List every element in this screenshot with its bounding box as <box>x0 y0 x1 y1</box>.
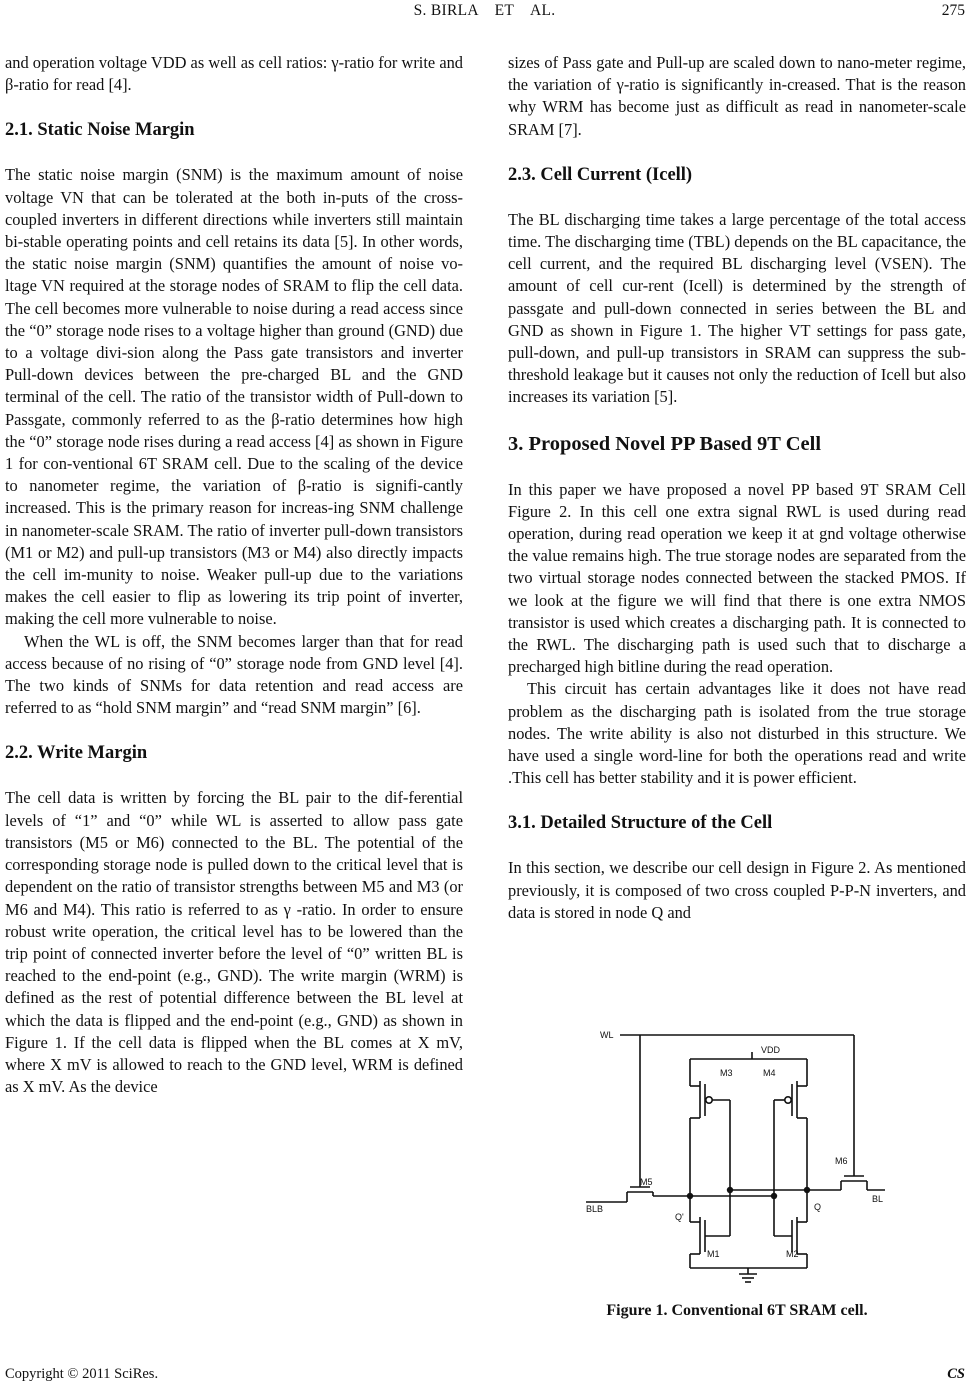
label-q-bar: Q' <box>675 1212 684 1222</box>
right-column <box>508 52 966 924</box>
paragraph-snm-2: When the WL is off, the SNM becomes larger than that for read access because of no rising of “0” storage node from GND level [4]. The two kinds of SNMs for data retention and read access are referred to as “hold SNM margin” and “read SNM margin” [6]. <box>5 631 463 718</box>
label-blb: BLB <box>586 1204 604 1214</box>
journal-code: CS <box>947 1366 965 1382</box>
page-number: 275 <box>941 2 965 19</box>
heading-section-3: 3. Proposed Novel PP Based 9T Cell <box>508 432 822 455</box>
heading-cell-current: 2.3. Cell Current (Icell) <box>508 164 693 185</box>
page-header <box>0 2 969 28</box>
paragraph-write-margin: The cell data is written by forcing the BL pair to the dif-ferential levels of “1” and “0” while WL is asserted to allow pass gate transistors (M5 or M6) connected to the BL. The potential of the corresponding storage node is pulled down to the critical level that is dependent on the ratio of transistor strengths between M5 and M3 (or M6 and M4). This ratio is referred to as γ -ratio. In order to ensure robust write operation, the critical level has to be lowered than the trip point of connected inverter before the level of “0” written BL is reached to the end-point (e.g., GND). The write margin (WRM) is defined as the rest of potential difference between the BL level at which the data is flipped and the end-point (e.g., GND) as shown in Figure 1. If the cell data is flipped when the BL comes at X mV, where X mV is allowed to reach to the GND level, WRM is defined as X mV. As the device <box>5 788 463 1097</box>
label-m2: M2 <box>786 1249 799 1259</box>
copyright-notice: Copyright © 2011 SciRes. <box>5 1366 159 1382</box>
label-m1: M1 <box>707 1249 720 1259</box>
heading-static-noise-margin: 2.1. Static Noise Margin <box>5 120 195 141</box>
label-vdd: VDD <box>761 1045 781 1055</box>
paragraph-section-3-a: In this paper we have proposed a novel PP based 9T SRAM Cell Figure 2. In this cell one extra signal RWL is used during read operation, during read operation we keep it at gnd voltage otherwise the value remains high. The true storage nodes are separated from the two virtual storage nodes connected between the stacked PMOS. If we look at the figure we will find that there is one extra NMOS transistor is used which creates a discharging path. It is connected to the RWL. The discharging path is used such that to discharge a precharged high bitline during the read operation. <box>508 479 966 677</box>
paragraph-intro-continued: and operation voltage VDD as well as cell ratios: γ-ratio for write and β-ratio for read [4]. <box>5 53 463 95</box>
label-m4: M4 <box>763 1068 776 1078</box>
running-title: S. BIRLA ET AL. <box>413 2 556 19</box>
paragraph-snm-1: The static noise margin (SNM) is the maximum amount of noise voltage VN that can be tolerated at the both in-puts of the cross-coupled inverters in different directions while inverters still maintain bi-stable operating points and cell retains its data [5]. In other words, the static noise margin (SNM) quantifies the amount of noise vo-ltage VN required at the storage nodes of SRAM to flip the cell data. The cell becomes more vulnerable to noise during a read access since the “0” storage node rises to a voltage higher than ground (GND) due to a voltage divi-sion along the Pass gate transistors and inverter Pull-down devices between the pre-charged BL and the GND terminal of the cell. The ratio of the transistor width of Pull-down to Passgate, commonly referred to as the β-ratio determines how high the “0” storage node rises during a read access [4] as shown in Figure 1 for con-ventional 6T SRAM cell. Due to the scaling of the device to nanometer regime, the variation of β-ratio is signifi-cantly increased. This is the primary reason for increas-ing SNM challenge in nanometer-scale SRAM. The ratio of inverter pull-down transistors (M1 or M2) and pull-up transistors (M3 or M4) also directly impacts the cell im-munity to noise. Weaker pull-up due to the variations makes the cell easier to flip as lowering its trip point of inverter, making the cell more vulnerable to noise. <box>5 165 463 629</box>
page-footer <box>0 1366 969 1386</box>
label-m3: M3 <box>720 1068 733 1078</box>
label-m5: M5 <box>640 1177 653 1187</box>
paragraph-wrm-continued: sizes of Pass gate and Pull-up are scaled down to nano-meter regime, the variation of γ-ratio is significantly in-creased. That is the reason why WRM has become just as difficult as read in nanometer-scale SRAM [7]. <box>508 53 966 139</box>
paragraph-section-3-b: This circuit has certain advantages like it does not have read problem as the discharging path is isolated from the true storage nodes. The write ability is also not disturbed in this structure. We have used a single word-line for both the operations read and write .This cell has better stability and it is power efficient. <box>508 679 966 788</box>
sram-6t-schematic <box>582 1024 887 1286</box>
label-m6: M6 <box>835 1156 848 1166</box>
figure-caption: Figure 1. Conventional 6T SRAM cell. <box>606 1302 868 1319</box>
schematic-junction-dots <box>687 1187 810 1199</box>
left-column <box>5 52 463 1098</box>
label-bl: BL <box>872 1194 884 1204</box>
heading-write-margin: 2.2. Write Margin <box>5 743 148 764</box>
paragraph-detailed-structure: In this section, we describe our cell design in Figure 2. As mentioned previously, it is composed of two cross coupled P-P-N inverters, and data is stored in node Q and <box>508 858 966 922</box>
paragraph-cell-current: The BL discharging time takes a large percentage of the total access time. The discharging time (TBL) depends on the BL capacitance, the cell current, and the required BL discharging level (VSEN). The amount of cell cur-rent (Icell) is determined by the strength of passgate and pull-down connected in series between the BL and GND as shown in Figure 1. The higher VT settings for pass gate, pull-down, and pull-up transistors in SRAM can suppress the sub-threshold leakage but it causes not only the reduction of Icell but also increases its variation [5]. <box>508 209 966 407</box>
heading-detailed-structure: 3.1. Detailed Structure of the Cell <box>508 813 773 834</box>
label-wl: WL <box>600 1030 614 1040</box>
label-q: Q <box>814 1202 822 1212</box>
